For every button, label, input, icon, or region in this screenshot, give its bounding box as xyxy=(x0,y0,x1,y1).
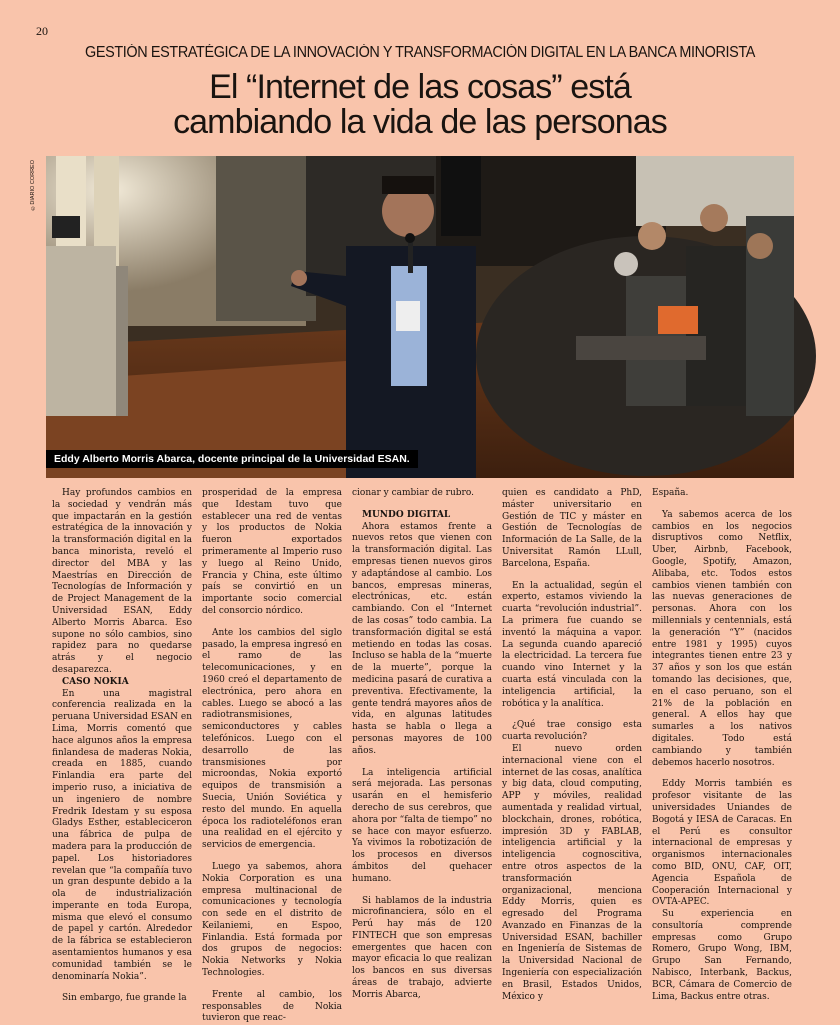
paragraph: Hay profundos cambios en la sociedad y vendrán más que impactarán en la gestión estratégica de la innovación y la transformación digital en la banca minorista, reveló el director del MBA y las Maestrías en Dirección de Tecnologías de Información y de Project Management de la Universidad ESAN, Eddy Alberto Morris Abarca. Eso supone no sólo cambios, sino rapidez para no quedarse atrás y el negocio desaparezca. xyxy=(52,488,192,675)
paragraph: Ante los cambios del siglo pasado, la empresa ingresó en el ramo de las telecomunicaciones, y en 1960 creó el departamento de electrónica, pero ahora en cables. Luego se abocó a las radiotransmisiones, semiconductores y cables telefónicos. Luego con el desarrollo de las transmisiones por microondas, Nokia exportó equipos de transmisión a Suecia, Unión Soviética y resto del mundo. En aquella época los radioteléfonos eran una realidad en el ejército y servicios de emergencia. xyxy=(202,627,342,851)
article-column-4 xyxy=(502,488,642,1002)
paragraph: Luego ya sabemos, ahora Nokia Corporation es una empresa multinacional de comunicaciones y tecnología con sede en el distrito de Keilaniemi, en Espoo, Finlandia. Está formada por dos grupos de negocios: Nokia Networks y Nokia Technologies. xyxy=(202,861,342,979)
paragraph: Ya sabemos acerca de los cambios en los negocios disruptivos como Netflix, Uber, Airbnb, Facebook, Google, Spotify, Amazon, Alibaba, etc. Todos estos cambios vienen también con las nuevas generaciones de personas. Ahora con los millennials y centennials, está la generación “Y” (nacidos entre 1981 y 1995) cuyos integrantes tienen entre 23 y 37 años y son los que están tomando las decisiones, que, en el caso peruano, son el 21% de la población en general. A ellos hay que sumarles a los nativos digitales. Todo está cambiando y también debemos hacerlo nosotros. xyxy=(652,509,792,768)
paragraph: prosperidad de la empresa que Idestam tuvo que establecer una red de ventas y los productos de Nokia fueron exportados primeramente al Imperio ruso y luego al Reino Unido, Francia y China, este último país se convirtió en un importante socio comercial del consorcio nórdico. xyxy=(202,488,342,616)
paragraph: Sin embargo, fue grande la xyxy=(62,993,187,1004)
photo-credit: ©DIARIO CORREO xyxy=(30,160,36,211)
article-column-5 xyxy=(652,488,792,1002)
paragraph: Eddy Morris también es profesor visitante de las universidades Uniandes de Bogotá y IESA de Caracas. En el Perú es consultor internacional de empresas y organismos internacionales como BID, ONU, CAF, OIT, Agencia Española de Cooperación Internacional y OVTA-APEC. xyxy=(652,779,792,908)
article-column-1 xyxy=(52,488,192,1004)
paragraph: Su experiencia en consultoría comprende empresas como Grupo Romero, Grupo Wong, IBM, Grupo San Fernando, Nabisco, Interbank, Backus, BCR, Cámara de Comercio de Lima, Backus entre otras. xyxy=(652,909,792,1002)
paragraph: Frente al cambio, los responsables de Nokia tuvieron que reac- xyxy=(202,989,342,1024)
paragraph: Si hablamos de la industria microfinanciera, sólo en el Perú hay más de 120 FINTECH que son empresas emergentes que hacen con mayor eficacia lo que realizan los bancos en sus diversas áreas de trabajo, advierte Morris Abarca, xyxy=(352,895,492,1000)
photo-caption: Eddy Alberto Morris Abarca, docente principal de la Universidad ESAN. xyxy=(46,450,418,468)
paragraph: quien es candidato a PhD, máster universitario en Gestión de TIC y máster en Gestión de Tecnologías de Información de La Salle, de la Universitat Ramón LLull, Barcelona, España. xyxy=(502,488,642,569)
headline xyxy=(0,70,840,140)
paragraph: cionar y cambiar de rubro. xyxy=(352,488,474,498)
paragraph: En la actualidad, según el experto, estamos viviendo la cuarta “revolución industrial”. La primera fue cuando se inventó la máquina a vapor. La segunda cuando apareció la electricidad. La tercera fue cuando vino Internet y la cuarta está vinculada con la inteligencia artificial, la robótica y la analítica. xyxy=(502,580,642,709)
paragraph: Ahora estamos frente a nuevos retos que vienen con la transformación digital. Las empresas tienen nuevos giros y adaptándose al cambio. Los bancos, empresas mineras, electrónicas, etc. están cambiando. Con el “Internet de las cosas” todo cambia. La transformación digital se está metiendo en todas las cosas. Incluso se habla de la “muerte de la muerte”, porque la medicina pasará de curativa a preventiva. Efectivamente, la gente tendrá mayores años de vida, en algunas latitudes hasta se habla o llega a personas mayores de 100 años. xyxy=(352,521,492,756)
section-kicker: GESTIÓN ESTRATÉGICA DE LA INNOVACIÓN Y TRANSFORMACIÓN DIGITAL EN LA BANCA MINORISTA xyxy=(84,44,755,61)
paragraph: En una magistral conferencia realizada en la peruana Universidad ESAN en Lima, Morris comentó que hace algunos años la empresa finlandesa de maderas Nokia, creada en 1885, cuando Finlandia era parte del imperio ruso, a iniciativa de un ingeniero de nombre Fredrik Idestam y su esposa Gladys Esther, estableciceron una fábrica de pulpa de madera para la producción de papel. Los historiadores revelan que “la compañía tuvo un gran despunte debido a la ola de industrialización imperante en toda Europa, misma que elevó el consumo de papel y cartón. Alrededor de la fábrica se establecieron asentamientos humanos y esa comunidad también se le denominaría Nokia”. xyxy=(52,688,192,982)
headline-line-2: cambiando la vida de las personas xyxy=(173,103,667,141)
paragraph: ¿Qué trae consigo esta cuarta revolución? xyxy=(502,720,642,743)
article-photo xyxy=(46,156,794,478)
paragraph: La inteligencia artificial será mejorada. Las personas usarán en el hemisferio derecho de sus cerebros, que ahora por “falta de tiempo” no se hace con mayor esfuerzo. Ya vivimos la robotización de los procesos en diversos ámbitos del quehacer humano. xyxy=(352,767,492,884)
conference-photo-illustration xyxy=(46,156,794,478)
page-number: 20 xyxy=(36,24,48,38)
paragraph: El nuevo orden internacional viene con el internet de las cosas, analítica y big data, cloud computing, APP y móviles, realidad aumentada y realidad virtual, blockchain, drones, robótica, impresión 3D y FABLAB, inteligencia artificial y la inteligencia cognoscitiva, entre otros aspectos de la transformación organizacional, menciona Eddy Morris, quien es egresado del Programa Avanzado en Finanzas de la Universidad ESAN, bachiller en Ingeniería de Sistemas de la Universidad Nacional de Ingeniería con especialización en Brasil, Estados Unidos, México y xyxy=(502,743,642,1002)
article-body xyxy=(52,488,792,1024)
headline-line-1: El “Internet de las cosas” está xyxy=(209,68,631,106)
subheading-mundo-digital: MUNDO DIGITAL xyxy=(362,509,451,520)
article-column-3 xyxy=(352,488,492,1000)
subheading-caso-nokia: CASO NOKIA xyxy=(62,676,129,687)
article-column-2 xyxy=(202,488,342,1024)
paragraph: España. xyxy=(652,488,689,498)
